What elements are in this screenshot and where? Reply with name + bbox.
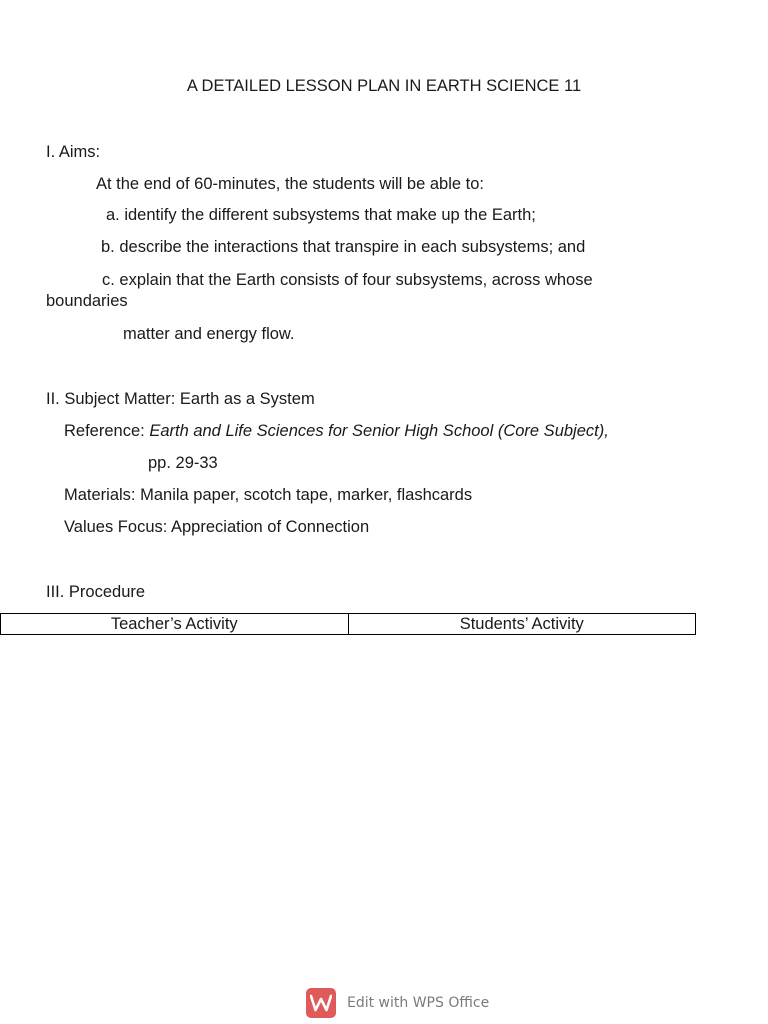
- reference-pages: pp. 29-33: [148, 454, 218, 472]
- document-title: A DETAILED LESSON PLAN IN EARTH SCIENCE 11: [186, 77, 582, 95]
- aims-item-c-line2: boundaries: [46, 292, 128, 310]
- aims-item-c-line1: c. explain that the Earth consists of four subsystems, across whose: [102, 271, 593, 289]
- procedure-heading: III. Procedure: [46, 583, 146, 601]
- aims-intro: At the end of 60-minutes, the students will be able to:: [96, 175, 484, 193]
- materials-line: Materials: Manila paper, scotch tape, marker, flashcards: [64, 486, 473, 504]
- wps-logo-icon: [306, 988, 336, 1018]
- aims-item-a: a. identify the different subsystems that make up the Earth;: [106, 206, 536, 224]
- wps-watermark-text: Edit with WPS Office: [347, 995, 490, 1011]
- subject-matter-heading: II. Subject Matter: Earth as a System: [46, 390, 315, 408]
- teacher-activity-header: Teacher’s Activity: [1, 614, 349, 635]
- procedure-table: [0, 613, 696, 635]
- wps-w-glyph-icon: [310, 994, 332, 1012]
- reference-title: Earth and Life Sciences for Senior High School (Core Subject),: [149, 422, 609, 440]
- values-focus-line: Values Focus: Appreciation of Connection: [64, 518, 370, 536]
- aims-item-c-line3: matter and energy flow.: [123, 325, 295, 343]
- aims-heading: I. Aims:: [46, 143, 101, 161]
- wps-watermark[interactable]: [306, 988, 489, 1018]
- reference-line: [64, 421, 609, 441]
- students-activity-header: Students’ Activity: [348, 614, 696, 635]
- reference-label: Reference:: [64, 422, 145, 440]
- table-header-row: [1, 614, 696, 635]
- aims-item-b: b. describe the interactions that transpire in each subsystems; and: [101, 238, 586, 256]
